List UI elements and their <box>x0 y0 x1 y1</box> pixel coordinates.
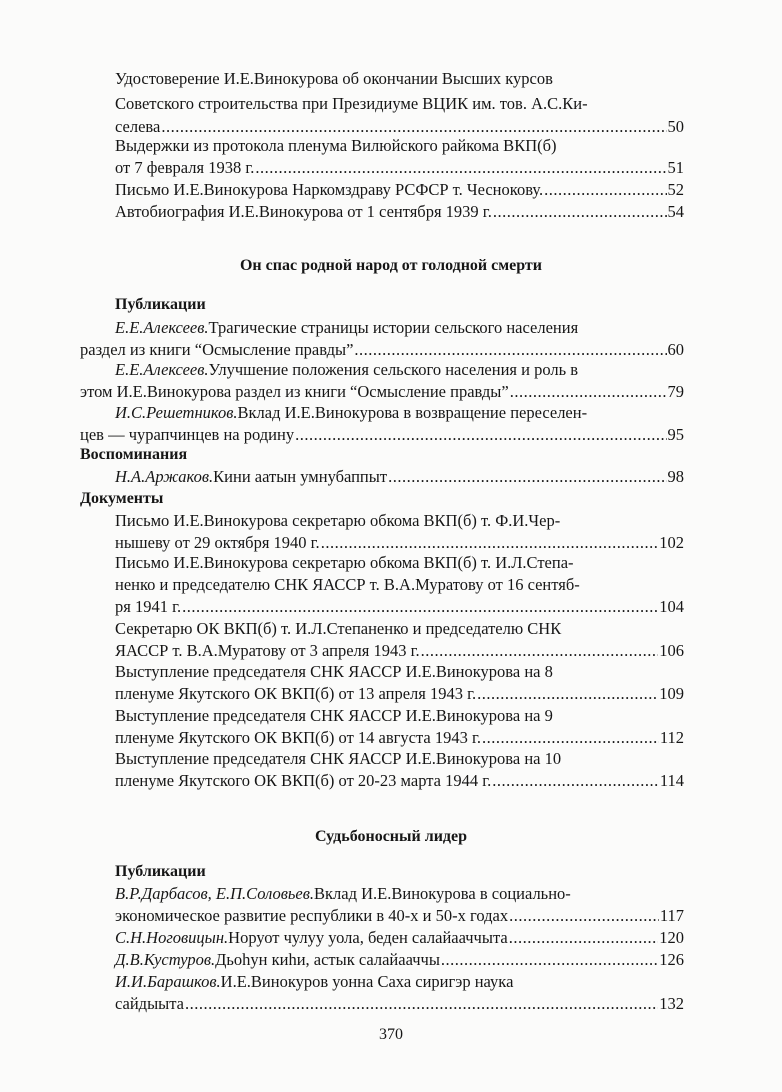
dot-leader <box>295 425 666 445</box>
toc-page-number: 50 <box>667 117 684 136</box>
toc-page-number: 51 <box>667 158 684 177</box>
toc-entry-author: В.Р.Дарбасов, Е.П.Соловьев. <box>115 884 315 903</box>
toc-entry-line <box>115 706 553 726</box>
toc-page-number: 60 <box>667 340 684 359</box>
toc-entry-line <box>115 641 684 661</box>
toc-page-number: 95 <box>667 425 684 444</box>
toc-entry-text: Норуот чулуу уола, беден салайааччыта <box>228 928 508 947</box>
dot-leader <box>388 467 666 487</box>
toc-entry-text: Кини аатын умнубаппыт <box>213 467 388 486</box>
toc-entry-line <box>115 136 557 156</box>
toc-entry-text: И.Е.Винокуров уонна Саха сиригэр наука <box>220 972 514 991</box>
toc-entry-text: Письмо И.Е.Винокурова секретарю обкома ВКП(б) т. И.Л.Степа- <box>115 553 574 572</box>
dot-leader <box>509 928 659 948</box>
section-title: Судьбоносный лидер <box>314 828 468 845</box>
toc-entry-line <box>115 728 684 748</box>
toc-entry-line <box>115 117 684 137</box>
toc-entry-text: Секретарю ОК ВКП(б) т. И.Л.Степаненко и председателю СНК <box>115 619 562 638</box>
subsection-heading: Документы <box>80 490 164 507</box>
dot-leader <box>441 950 658 970</box>
dot-leader <box>161 117 666 137</box>
dot-leader <box>321 533 659 553</box>
toc-entry-text: Выступление председателя СНК ЯАССР И.Е.Винокурова на 9 <box>115 706 553 725</box>
toc-entry-author: Д.В.Кустуров. <box>115 950 216 969</box>
dot-leader <box>354 340 666 360</box>
toc-entry-text: селева <box>115 117 161 136</box>
toc-entry-line <box>80 340 684 360</box>
toc-entry-line <box>115 533 684 553</box>
toc-entry-author: С.Н.Ноговицын. <box>115 928 229 947</box>
toc-entry-line <box>115 318 578 338</box>
toc-entry-text: ненко и председателю СНК ЯАССР т. В.А.Муратову от 16 сентяб- <box>115 575 580 594</box>
dot-leader <box>255 158 666 178</box>
toc-entry-text: раздел из книги “Осмысление правды” <box>80 340 354 359</box>
toc-entry-text: Выдержки из протокола пленума Вилюйского райкома ВКП(б) <box>115 136 557 155</box>
section-title: Он спас родной народ от голодной смерти <box>239 257 543 274</box>
toc-page-number: 104 <box>659 597 684 616</box>
toc-entry-text: ря 1941 г. <box>115 597 182 616</box>
toc-entry-line <box>115 180 684 200</box>
toc-entry-text: Автобиография И.Е.Винокурова от 1 сентября 1939 г. <box>115 202 492 221</box>
toc-entry-line <box>115 906 684 926</box>
dot-leader <box>510 382 667 402</box>
toc-entry-line <box>80 425 684 445</box>
toc-entry-text: Выступление председателя СНК ЯАССР И.Е.Винокурова на 8 <box>115 662 553 681</box>
toc-entry-text: экономическое развитие республики в 40-х и 50-х годах <box>115 906 509 925</box>
toc-page-number: 79 <box>667 382 684 401</box>
toc-page-number: 98 <box>667 467 684 486</box>
toc-entry-line <box>115 360 578 380</box>
toc-entry-text: цев — чурапчинцев на родину <box>80 425 295 444</box>
toc-entry-text: пленуме Якутского ОК ВКП(б) от 14 августа 1943 г. <box>115 728 482 747</box>
toc-entry-line <box>115 403 587 423</box>
dot-leader <box>509 906 659 926</box>
subsection-heading: Публикации <box>115 296 206 313</box>
toc-entry-text: Дьоhун киhи, астык салайааччы <box>215 950 440 969</box>
toc-entry-line <box>115 749 561 769</box>
toc-entry-line <box>115 662 553 682</box>
dot-leader <box>544 180 666 200</box>
toc-entry-line <box>115 884 571 904</box>
toc-entry-line <box>115 619 561 639</box>
toc-page-number: 109 <box>659 684 684 703</box>
toc-entry-line <box>115 575 580 595</box>
toc-entry-author: И.С.Решетников. <box>115 403 238 422</box>
dot-leader <box>421 641 659 661</box>
toc-page-number: 52 <box>667 180 684 199</box>
toc-entry-text: сайдыыта <box>115 994 184 1013</box>
toc-entry-line <box>115 972 513 992</box>
toc-entry-text: пленуме Якутского ОК ВКП(б) от 13 апреля 1943 г. <box>115 684 477 703</box>
toc-entry-line <box>115 684 684 704</box>
dot-leader <box>493 202 667 222</box>
toc-entry-text: Удостоверение И.Е.Винокурова об окончании Высших курсов <box>115 69 553 88</box>
toc-entry-line <box>115 553 574 573</box>
toc-entry-line <box>115 950 684 970</box>
toc-entry-text: Выступление председателя СНК ЯАССР И.Е.Винокурова на 10 <box>115 749 562 768</box>
toc-entry-author: Н.А.Аржаков. <box>115 467 214 486</box>
dot-leader <box>482 728 659 748</box>
dot-leader <box>477 684 658 704</box>
dot-leader <box>492 771 659 791</box>
toc-entry-line <box>115 69 553 89</box>
toc-entry-text: Советского строительства при Президиуме ВЦИК им. тов. А.С.Ки- <box>115 94 588 113</box>
toc-entry-line <box>115 597 684 617</box>
toc-entry-line <box>115 771 684 791</box>
toc-entry-text: Вклад И.Е.Винокурова в социально- <box>314 884 571 903</box>
toc-entry-text: Трагические страницы истории сельского населения <box>208 318 579 337</box>
toc-page-number: 102 <box>659 533 684 552</box>
toc-page-number: 120 <box>659 928 684 947</box>
toc-entry-text: от 7 февраля 1938 г. <box>115 158 255 177</box>
toc-entry-line <box>115 928 684 948</box>
toc-entry-line <box>80 382 684 402</box>
dot-leader <box>182 597 658 617</box>
toc-entry-text: Письмо И.Е.Винокурова Наркомздраву РСФСР т. Чеснокову. <box>115 180 544 199</box>
toc-entry-text: этом И.Е.Винокурова раздел из книги “Осмысление правды” <box>80 382 509 401</box>
toc-entry-text: ЯАССР т. В.А.Муратову от 3 апреля 1943 г. <box>115 641 420 660</box>
toc-entry-author: Е.Е.Алексеев. <box>115 318 209 337</box>
subsection-heading: Воспоминания <box>80 446 188 463</box>
toc-entry-line <box>115 94 588 114</box>
toc-entry-line <box>115 511 560 531</box>
toc-page-number: 132 <box>659 994 684 1013</box>
toc-entry-text: пленуме Якутского ОК ВКП(б) от 20-23 марта 1944 г. <box>115 771 492 790</box>
toc-entry-text: Письмо И.Е.Винокурова секретарю обкома ВКП(б) т. Ф.И.Чер- <box>115 511 561 530</box>
toc-page-number: 117 <box>659 906 684 925</box>
toc-page-number: 106 <box>659 641 684 660</box>
toc-entry-line <box>115 158 684 178</box>
toc-entry-line <box>115 467 684 487</box>
toc-page-number: 114 <box>659 771 684 790</box>
toc-entry-author: И.И.Барашков. <box>115 972 221 991</box>
page-number: 370 <box>379 1026 403 1043</box>
toc-entry-author: Е.Е.Алексеев. <box>115 360 209 379</box>
toc-page-number: 126 <box>659 950 684 969</box>
dot-leader <box>185 994 658 1014</box>
toc-page-number: 112 <box>659 728 684 747</box>
toc-entry-line <box>115 202 684 222</box>
subsection-heading: Публикации <box>115 863 206 880</box>
toc-entry-text: нышеву от 29 октября 1940 г. <box>115 533 320 552</box>
toc-entry-text: Улучшение положения сельского населения и роль в <box>208 360 579 379</box>
toc-entry-line <box>115 994 684 1014</box>
toc-entry-text: Вклад И.Е.Винокурова в возвращение переселен- <box>237 403 588 422</box>
toc-page-number: 54 <box>667 202 684 221</box>
